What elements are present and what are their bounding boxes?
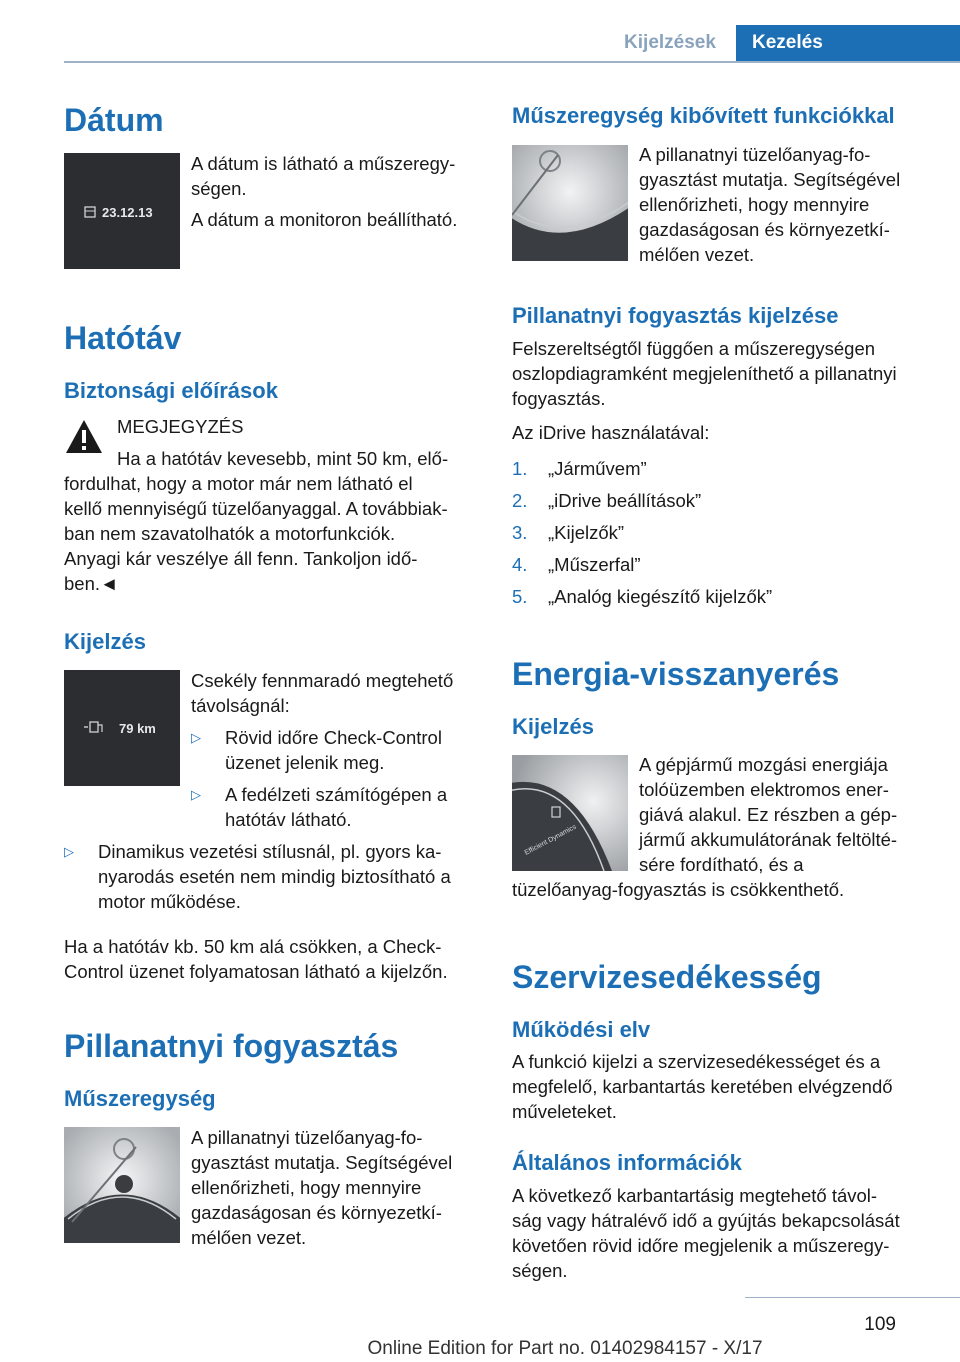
principle-line: A funkció kijelzi a szervizesedékességet és a <box>512 1051 881 1072</box>
triangle-bullet-icon: ▷ <box>191 730 201 745</box>
step-text: „Járművem” <box>548 458 647 479</box>
step-text: „Analóg kiegészítő kijelzők” <box>548 586 773 607</box>
general-line: követően rövid időre megjelenik a műszeregy- <box>512 1235 890 1256</box>
heading-kijelzes: Kijelzés <box>64 629 146 654</box>
step-number: 4. <box>512 554 528 575</box>
list-item <box>191 725 471 775</box>
range-intro-line: Csekély fennmaradó megtehető <box>191 670 454 691</box>
list-item <box>64 839 474 914</box>
energy-line: giává alakul. Ez részben a gép- <box>639 804 898 825</box>
list-item <box>512 584 772 609</box>
list-item-line: hatótáv látható. <box>225 809 352 830</box>
warning-line: kellő mennyiségű tüzelőanyaggal. A továbbiak- <box>64 498 448 519</box>
heading-hatotav: Hatótáv <box>64 320 182 356</box>
step-text: „Műszerfal” <box>548 554 641 575</box>
list-item-text <box>225 782 447 832</box>
triangle-bullet-icon: ▷ <box>191 787 201 802</box>
heading-mukodesi-elv: Működési elv <box>512 1017 651 1042</box>
heading-szervizesedekesseg: Szervizesedékesség <box>512 959 822 995</box>
consumption-gauge-image <box>64 1127 180 1243</box>
list-item-text <box>98 839 451 914</box>
step-number: 1. <box>512 458 528 479</box>
header-tab-kijelzesek[interactable]: Kijelzések <box>624 32 716 53</box>
energy-desc-full <box>512 877 844 902</box>
display-line: Felszereltségtől függően a műszeregységen <box>512 338 876 359</box>
warning-line: Ha a hatótáv kevesebb, mint 50 km, elő- <box>117 448 449 469</box>
list-item-line: Rövid időre Check-Control <box>225 727 442 748</box>
list-item <box>512 488 701 513</box>
step-number: 2. <box>512 490 528 511</box>
energy-line: jármű akkumulátorának feltölté- <box>639 829 898 850</box>
heading-altalanos-informaciok: Általános információk <box>512 1150 742 1175</box>
step-text: „iDrive beállítások” <box>548 490 702 511</box>
heading-biztonsagi-eloirasok: Biztonsági előírások <box>64 378 278 403</box>
energy-line: A gépjármű mozgási energiája <box>639 754 888 775</box>
triangle-bullet-icon: ▷ <box>64 844 74 859</box>
list-item-text <box>225 725 442 775</box>
energy-gauge-image <box>512 755 628 871</box>
list-item-line: nyarodás esetén nem mindig biztosítható a <box>98 866 451 887</box>
range-note <box>64 934 448 984</box>
range-display-text: 79 km <box>119 721 156 736</box>
heading-muszeregyseg-kibovitett: Műszeregység kibővített funkciókkal <box>512 103 895 128</box>
heading-datum: Dátum <box>64 102 164 138</box>
page-header <box>0 25 960 61</box>
datum-desc-line: A dátum is látható a műszeregy- <box>191 153 456 174</box>
consumption-line: gazdaságosan és környezetkí- <box>191 1202 442 1223</box>
list-item <box>512 520 624 545</box>
energy-desc-side <box>639 752 897 877</box>
consumption-line: A pillanatnyi tüzelőanyag-fo- <box>191 1127 423 1148</box>
list-item-line: üzenet jelenik meg. <box>225 752 385 773</box>
list-item <box>512 552 641 577</box>
consumption-line: mélően vezet. <box>191 1227 307 1248</box>
range-display-image <box>64 670 180 786</box>
heading-pillanatnyi-fogyasztas: Pillanatnyi fogyasztás <box>64 1028 399 1064</box>
list-item <box>512 456 647 481</box>
page-number: 109 <box>864 1314 896 1335</box>
step-text: „Kijelzők” <box>548 522 625 543</box>
warning-text-first <box>117 446 448 471</box>
warning-text <box>64 471 448 596</box>
range-intro-line: távolságnál: <box>191 695 290 716</box>
step-number: 5. <box>512 586 528 607</box>
warning-line: fordulhat, hogy a motor már nem látható el <box>64 473 413 494</box>
header-divider <box>64 61 960 63</box>
extended-line: gazdaságosan és környezetkí- <box>639 219 890 240</box>
heading-pillanatnyi-fogyasztas-kijelzese: Pillanatnyi fogyasztás kijelzése <box>512 303 839 328</box>
warning-triangle-icon <box>64 418 104 456</box>
consumption-line: ellenőrizheti, hogy mennyire <box>191 1177 422 1198</box>
display-line: oszlopdiagramként megjeleníthető a pillanatnyi <box>512 363 897 384</box>
warning-label: MEGJEGYZÉS <box>117 416 244 437</box>
energy-line: tüzelőanyag-fogyasztás is csökkenthető. <box>512 879 845 900</box>
general-line: ségen. <box>512 1260 568 1281</box>
range-note-line: Ha a hatótáv kb. 50 km alá csökken, a Check- <box>64 936 442 957</box>
general-desc <box>512 1183 900 1283</box>
datum-monitor-note: A dátum a monitoron beállítható. <box>191 209 458 230</box>
datum-desc-line: ségen. <box>191 178 247 199</box>
footer-divider <box>745 1297 960 1298</box>
display-desc <box>512 336 897 411</box>
heading-muszeregyseg: Műszeregység <box>64 1086 216 1111</box>
principle-line: megfelelő, karbantartás keretében elvégzendő <box>512 1076 893 1097</box>
heading-kijelzes-energia: Kijelzés <box>512 714 594 739</box>
step-number: 3. <box>512 522 528 543</box>
warning-line: Anyagi kár veszélye áll fenn. Tankoljon idő- <box>64 548 418 569</box>
date-display-image <box>64 153 180 269</box>
extended-desc <box>639 142 900 267</box>
energy-line: tolóüzemben elektromos ener- <box>639 779 889 800</box>
list-item-line: A fedélzeti számítógépen a <box>225 784 448 805</box>
display-line: fogyasztás. <box>512 388 606 409</box>
extended-line: A pillanatnyi tüzelőanyag-fo- <box>639 144 871 165</box>
efficient-dynamics-label: Efficient Dynamics <box>523 823 578 857</box>
edition-footer: Online Edition for Part no. 01402984157 - X/17 <box>367 1338 763 1359</box>
heading-energia-visszanyeres: Energia-visszanyerés <box>512 656 840 692</box>
consumption-line: gyasztást mutatja. Segítségével <box>191 1152 453 1173</box>
extended-line: ellenőrizheti, hogy mennyire <box>639 194 870 215</box>
range-note-line: Control üzenet folyamatosan látható a kijelzőn. <box>64 961 448 982</box>
general-line: ság vagy hátralévő idő a gyújtás bekapcsolását <box>512 1210 900 1231</box>
date-display-text: 23.12.13 <box>102 205 153 220</box>
list-item <box>191 782 471 832</box>
general-line: A következő karbantartásig megtehető távol- <box>512 1185 878 1206</box>
list-item-line: Dinamikus vezetési stílusnál, pl. gyors ka- <box>98 841 442 862</box>
list-item-line: motor működése. <box>98 891 241 912</box>
header-tab-kezeles[interactable]: Kezelés <box>736 25 960 61</box>
warning-line: ban nem szavatolhatók a motorfunkciók. <box>64 523 396 544</box>
idrive-intro: Az iDrive használatával: <box>512 422 710 443</box>
range-intro <box>191 668 453 718</box>
principle-desc <box>512 1049 893 1124</box>
principle-line: műveleteket. <box>512 1101 617 1122</box>
extended-line: mélően vezet. <box>639 244 755 265</box>
extended-gauge-image <box>512 145 628 261</box>
consumption-desc <box>191 1125 452 1250</box>
datum-desc <box>191 151 455 201</box>
extended-line: gyasztást mutatja. Segítségével <box>639 169 901 190</box>
energy-line: sére fordítható, és a <box>639 854 804 875</box>
warning-line: ben.◄ <box>64 573 119 594</box>
